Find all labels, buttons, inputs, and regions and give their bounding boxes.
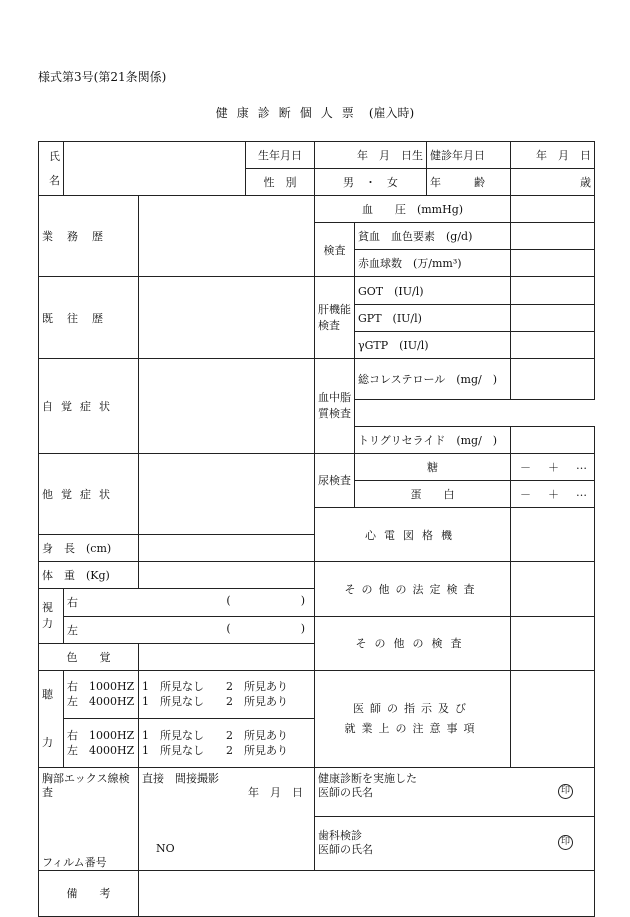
exam-doctor-row[interactable]: 印 健康診断を実施した 医師の氏名 <box>315 767 595 816</box>
height-value[interactable] <box>139 535 315 562</box>
got-label: GOT (IU/l) <box>355 277 511 304</box>
chest-xray-label: 胸部エックス線検査 フィルム番号 <box>39 767 139 870</box>
past-history-label: 既往歴 <box>39 277 139 358</box>
health-record-form <box>38 141 595 917</box>
work-history-field[interactable] <box>139 196 315 277</box>
other-legal-value[interactable] <box>511 562 595 616</box>
title-note: (雇入時) <box>368 106 415 120</box>
hearing-side-1: 右 1000HZ 左 4000HZ <box>64 670 139 719</box>
protein-value[interactable]: － ＋ … <box>511 481 595 508</box>
dob-value[interactable]: 年 月 日生 <box>315 142 427 169</box>
hearing-result-1[interactable]: 1 所見なし 2 所見あり 1 所見なし 2 所見あり <box>139 670 315 719</box>
film-number-label: フィルム番号 <box>42 855 107 869</box>
subjective-label: 自覚症状 <box>39 358 139 453</box>
hearing-result-2[interactable]: 1 所見なし 2 所見あり 1 所見なし 2 所見あり <box>139 719 315 768</box>
other-legal-label: その他の法定検査 <box>315 562 511 616</box>
xray-method-field[interactable]: 直接 間接撮影 年 月 日 NO <box>139 767 315 870</box>
sex-label: 性 別 <box>246 169 315 196</box>
doctor-instructions-value[interactable] <box>511 670 595 767</box>
hearing-side-2: 右 1000HZ 左 4000HZ <box>64 719 139 768</box>
urine-group-label: 尿検査 <box>315 453 355 507</box>
name-label: 氏 名 <box>39 142 64 196</box>
subjective-field[interactable] <box>139 358 315 453</box>
color-vision-label: 色 覚 <box>39 643 139 670</box>
hemoglobin-value[interactable] <box>511 223 595 250</box>
form-number: 様式第3号(第21条関係) <box>38 70 167 84</box>
title-main: 健康診断個人票 <box>215 106 363 120</box>
dob-label: 生年月日 <box>246 142 315 169</box>
objective-field[interactable] <box>139 453 315 534</box>
sex-value[interactable]: 男 ・ 女 <box>315 169 427 196</box>
weight-value[interactable] <box>139 562 315 589</box>
sugar-label: 糖 <box>355 453 511 480</box>
cholesterol-value[interactable] <box>511 358 595 399</box>
other-exam-label: その他の検査 <box>315 616 511 670</box>
protein-label: 蛋 白 <box>355 481 511 508</box>
past-history-field[interactable] <box>139 277 315 358</box>
seal-icon: 印 <box>558 835 573 850</box>
height-label: 身 長 (cm) <box>39 535 139 562</box>
blood-pressure-value[interactable] <box>511 196 595 223</box>
ggtp-value[interactable] <box>511 331 595 358</box>
document-title <box>0 104 630 121</box>
remarks-label: 備 考 <box>39 870 139 916</box>
vision-label: 視力 <box>39 589 64 643</box>
vision-right-row[interactable]: 右 ( ) <box>64 589 315 616</box>
sugar-value[interactable]: － ＋ … <box>511 453 595 480</box>
gpt-value[interactable] <box>511 304 595 331</box>
cholesterol-label: 総コレステロール (mg/ ) <box>355 358 511 399</box>
color-vision-value[interactable] <box>139 643 315 670</box>
ecg-value[interactable] <box>511 508 595 562</box>
triglyceride-value[interactable] <box>511 426 595 453</box>
rbc-value[interactable] <box>511 250 595 277</box>
vision-left-row[interactable]: 左 ( ) <box>64 616 315 643</box>
doctor-instructions-label: 医師の指示及び 就業上の注意事項 <box>315 670 511 767</box>
liver-group-label: 肝機能検査 <box>315 277 355 358</box>
dental-doctor-row[interactable]: 印 歯科検診 医師の氏名 <box>315 816 595 870</box>
anemia-group-label: 検査 <box>315 223 355 277</box>
age-label: 年 齢 <box>427 169 511 196</box>
ecg-label: 心電図格機 <box>315 508 511 562</box>
triglyceride-label: トリグリセライド (mg/ ) <box>355 426 511 453</box>
other-exam-value[interactable] <box>511 616 595 670</box>
hearing-label: 聴 力 <box>39 670 64 767</box>
ggtp-label: γGTP (IU/l) <box>355 331 511 358</box>
remarks-field[interactable] <box>139 870 595 916</box>
hemoglobin-label: 貧血 血色要素 (g/d) <box>355 223 511 250</box>
work-history-label: 業務歴 <box>39 196 139 277</box>
exam-date-value[interactable]: 年 月 日 <box>511 142 595 169</box>
weight-label: 体 重 (Kg) <box>39 562 139 589</box>
exam-date-label: 健診年月日 <box>427 142 511 169</box>
objective-label: 他覚症状 <box>39 453 139 534</box>
age-value[interactable]: 歳 <box>511 169 595 196</box>
name-field[interactable] <box>64 142 246 196</box>
film-number-value: NO <box>156 841 175 855</box>
lipid-group-label: 血中脂質検査 <box>315 358 355 453</box>
gpt-label: GPT (IU/l) <box>355 304 511 331</box>
rbc-label: 赤血球数 (万/mm³) <box>355 250 511 277</box>
got-value[interactable] <box>511 277 595 304</box>
seal-icon: 印 <box>558 784 573 799</box>
blood-pressure-label: 血 圧 (mmHg) <box>315 196 511 223</box>
